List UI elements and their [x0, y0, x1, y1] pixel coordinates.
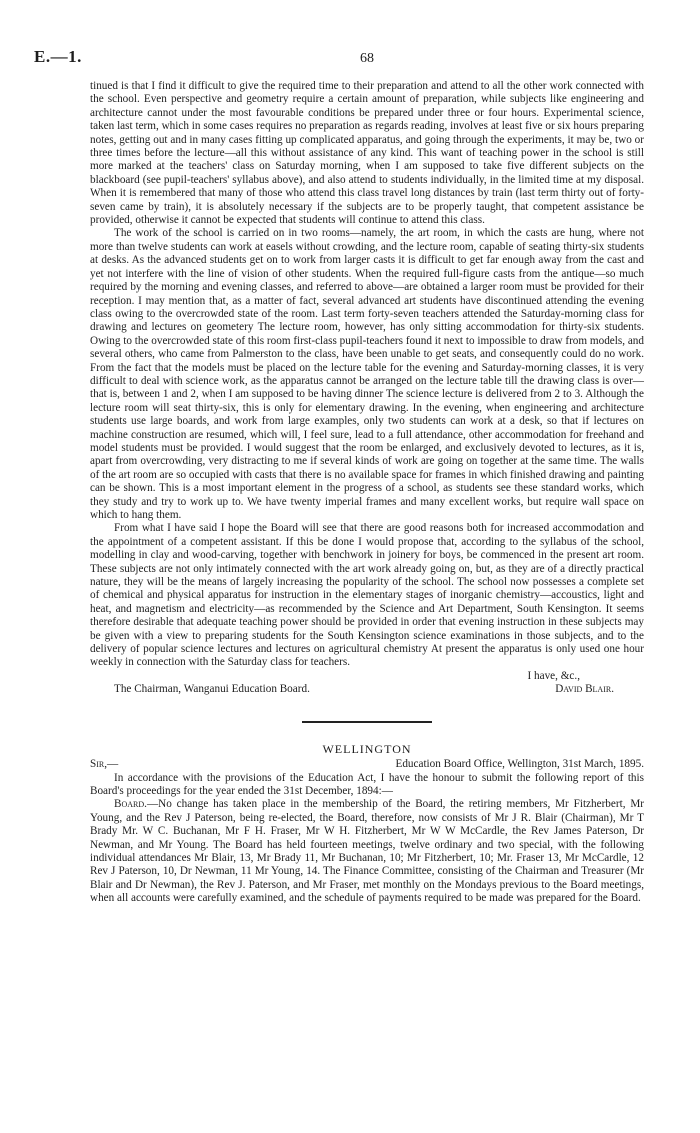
- report-reference: E.—1.: [34, 47, 82, 66]
- letter-paragraph-rooms: The work of the school is carried on in two rooms—namely, the art room, in which the casts are hung, where not more than twelve students can work at easels without crowding, and the lecture room, capable of seating thirty-six students at desks. As the advanced students get on to work from larger casts it is difficult to get far enough away from the cast and yet not interfere with the line of vision of other students. When the required full-figure casts from the antique—so much required by the morning and evening classes, and referred to above—are obtained a larger room must be provided for their reception. I may mention that, as a matter of fact, several advanced art students have discontinued attending the evening class owing to the overcrowded state of the room. Last term forty-seven teachers attended the Saturday-morning class for drawing and lectures on geometery The lecture room, however, has only sitting accommodation for thirty-six students. Owing to the overcrowded state of this room first-class pupil-teachers found it next to impossible to draw from models, and several others, who came from Palmerston to the class, have been unable to get seats, and consequently could do no work. From the fact that the models must be placed on the lecture table for the evening and Saturday-morning classes, it is very difficult to deal with science work, as the apparatus cannot be arranged on the lecture table till the drawing class is over—that is, between 1 and 2, when I am supposed to be having dinner The science lecture is delivered from 2 to 3. Although the lecture room will seat thirty-six, this is only for elementary drawing. In the evening, when engineering and architecture students use large boards, and work from large examples, only two students can work at a desk, so that if lectures on machine construction are resumed, which will, I feel sure, lead to a full attendance, other accommodation for freehand and model students must be provided. I would suggest that the room be enlarged, and exclusively devoted to lectures, as it is, apart from overcrowding, very distracting to me if several kinds of work are going on together at the same time. The walls of the art room are so occupied with casts that there is no available space for frames in which finished drawing and painting can be shown. This is a most important element in the progress of a school, as students see these standard works, which they study and try to work up to. We have twenty imperial frames and many excellent works, but require wall space on which to hang them.: [90, 227, 644, 521]
- address-line: Education Board Office, Wellington, 31st March, 1895.: [395, 758, 644, 771]
- letter-paragraph-continued: tinued is that I find it difficult to give the required time to their preparation and attend to all the other work connected with the school. Even perspective and geometry require a certain amount of preparation, while subjects like engineering and architecture cannot under the most favourable conditions be prepared under three or four hours. Experimental science, taken last term, which in some cases requires no preparation as regards reading, involves at least five or six hours preparing notes, getting out and in many cases fitting up complicated apparatus, and going through the experiments, it may be, two or three times before the lecture—all this without assistance of any kind. This want of teaching power in the school is still more marked at the teachers' class on Saturday morning, when I am supposed to take five different subjects on the blackboard (see pupil-teachers' syllabus above), and also attend to students individually, in the limited time at my disposal. When it is remembered that many of those who attend this class travel long distances by train (last term thirty out of forty-seven came by train), it is absolutely necessary if the subjects are to be properly taught, that competent assistance be provided, otherwise it cannot be expected that students will continue to attend this class.: [90, 80, 644, 227]
- salutation-row: [90, 758, 644, 771]
- board-paragraph: [90, 798, 644, 905]
- salutation: Sir,—: [90, 758, 119, 771]
- page-number: 68: [360, 51, 374, 66]
- closing-valediction-row: [90, 670, 644, 683]
- signature: David Blair.: [555, 683, 614, 696]
- board-text: —No change has taken place in the membership of the Board, the retiring members, Mr Fitzherbert, Mr Young, and the Rev J Paterson, being re-elected, the Board, therefore, now consists of Mr J R. Blair (Chairman), Mr T Brady Mr. W C. Buchanan, Mr F H. Fraser, Mr W H. Fitzherbert, Mr W W McCardle, the Rev James Paterson, Dr Newman, and Mr Young. The Board has held fourteen meetings, twelve ordinary and two special, with the following individual attendances Mr Blair, 13, Mr Brady 11, Mr Buchanan, 10; Mr Fitzherbert, 10; Mr. Fraser 13, Mr McCardle, 12 Rev J Paterson, 10, Dr Newman, 11 Mr Young, 14. The Finance Committee, consisting of the Chairman and Treasurer (Mr Blair and Dr Newman), the Rev J. Paterson, and Mr Fraser, met monthly on the Mondays previous to the Board meetings, when all accounts were carefully examined, and the schedule of payments required to be made was prepared for the Board.: [90, 798, 644, 905]
- board-heading: Board.: [114, 798, 147, 811]
- section-divider: [302, 721, 432, 723]
- report-intro: In accordance with the provisions of the Education Act, I have the honour to submit the following report of this Board's proceedings for the year ended the 31st December, 1894:—: [90, 771, 644, 797]
- addressee: The Chairman, Wanganui Education Board.: [114, 683, 310, 696]
- valediction: I have, &c.,: [527, 669, 580, 682]
- running-header: [34, 47, 644, 80]
- section-title: WELLINGTON: [322, 741, 412, 756]
- letter-paragraph-recommendations: From what I have said I hope the Board will see that there are good reasons both for increased accommodation and the appointment of a competent assistant. If this be done I would propose that, according to the syllabus of the school, modelling in clay and wood-carving, together with benchwork in joinery for boys, be commenced in the present art room. These subjects are not only intimately connected with the art work already going on, but, as they are of a directly practical nature, they will be the means of largely increasing the popularity of the school. The school now possesses a complete set of chemical and physical apparatus for instruction in the elementary stages of inorganic chemistry—accoustics, light and heat, and magnetism and electricity—as recommended by the Science and Art Department, South Kensington. It seems therefore desirable that adequate teaching power should be provided in order that evening instruction in these subjects may be given with a view to preparing students for the South Kensington science examinations in those subjects, and to the delivery of popular science lectures and lectures on agricultural chemistry At present the apparatus is only used one hour weekly in connection with the Saturday class for teachers.: [90, 522, 644, 669]
- addressee-signature-row: [90, 683, 644, 696]
